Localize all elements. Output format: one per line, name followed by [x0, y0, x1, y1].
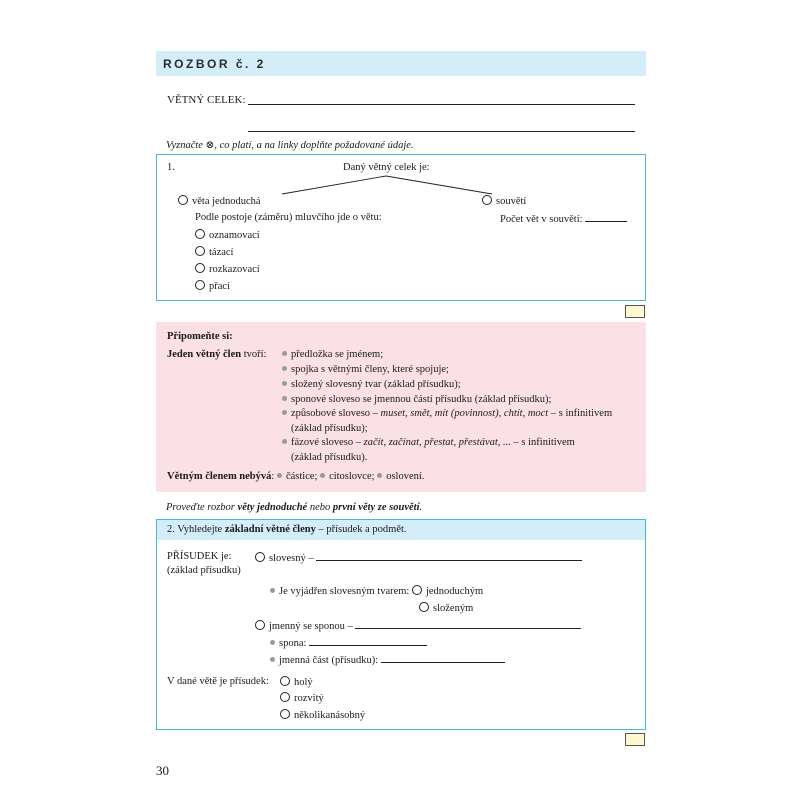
kind-option[interactable]: několikanásobný	[280, 709, 365, 721]
vetny-celek-line-1[interactable]	[248, 104, 635, 105]
remember-item-continuation: (základ přísudku);	[291, 423, 368, 434]
kind-option[interactable]: rozvitý	[280, 692, 324, 704]
jmenny-line[interactable]	[355, 619, 581, 629]
bullet-icon	[282, 396, 287, 401]
option-slozenym[interactable]: složeným	[419, 602, 473, 614]
v-dane-vete-label: V dané větě je přísudek:	[167, 676, 269, 687]
spona-blank[interactable]	[309, 636, 427, 646]
bullet-icon	[282, 439, 287, 444]
instruction-1: Vyznačte ⊗, co platí, a na linky doplňte požadované údaje.	[166, 140, 414, 151]
bullet-icon	[282, 351, 287, 356]
not-member-line: Větným členem nebývá: částice; citoslovce; oslovení.	[167, 471, 425, 482]
remember-item: sponové sloveso se jmennou částí přísudku (základ přísudku);	[282, 394, 551, 405]
radio-circle-icon[interactable]	[195, 280, 205, 290]
score-box-1[interactable]	[625, 305, 645, 318]
remember-item: fázové sloveso – začít, začínat, přestat, přestávat, ... – s infinitivem	[282, 437, 575, 448]
prisudek-label: PŘÍSUDEK je:	[167, 551, 232, 562]
bullet-icon	[282, 366, 287, 371]
vetny-celek-label: VĚTNÝ CELEK:	[167, 94, 246, 106]
bullet-icon	[282, 410, 287, 415]
radio-circle-icon[interactable]	[419, 602, 429, 612]
type-option[interactable]: oznamovací	[195, 229, 260, 241]
spona-line: spona:	[270, 636, 427, 649]
option-veta-jednoducha[interactable]: věta jednoduchá	[178, 195, 261, 207]
branch-lines	[270, 174, 500, 196]
type-option[interactable]: přací	[195, 280, 230, 292]
remember-item: spojka s větnými členy, které spojuje;	[282, 364, 449, 375]
section-1-number: 1.	[167, 162, 175, 173]
kind-option[interactable]: holý	[280, 676, 313, 688]
radio-circle-icon[interactable]	[178, 195, 188, 205]
radio-circle-icon[interactable]	[195, 263, 205, 273]
jmenna-cast-line: jmenná část (přísudku):	[270, 653, 505, 666]
radio-circle-icon[interactable]	[280, 676, 290, 686]
remember-lead: Jeden větný člen tvoří:	[167, 349, 267, 360]
bullet-icon	[270, 588, 275, 593]
prisudek-sublabel: (základ přísudku)	[167, 565, 241, 576]
bullet-icon	[282, 381, 287, 386]
count-line[interactable]	[585, 212, 627, 222]
jmenna-cast-blank[interactable]	[381, 653, 505, 663]
bullet-icon	[377, 473, 382, 478]
score-box-2[interactable]	[625, 733, 645, 746]
bullet-icon	[270, 640, 275, 645]
remember-item: složený slovesný tvar (základ přísudku);	[282, 379, 461, 390]
slovesny-line[interactable]	[316, 551, 582, 561]
section-1-subquestion: Podle postoje (záměru) mluvčího jde o větu:	[195, 212, 382, 223]
vyjadren-line: Je vyjádřen slovesným tvarem: jednoduchým	[270, 585, 483, 597]
remember-item: předložka se jménem;	[282, 349, 383, 360]
page-number: 30	[156, 763, 169, 778]
type-option[interactable]: tázací	[195, 246, 233, 258]
radio-circle-icon[interactable]	[280, 692, 290, 702]
bullet-icon	[277, 473, 282, 478]
section-1-question: Daný větný celek je:	[343, 162, 430, 173]
remember-item-continuation: (základ přísudku).	[291, 452, 368, 463]
radio-circle-icon[interactable]	[255, 620, 265, 630]
bullet-icon	[270, 657, 275, 662]
instruction-2: Proveďte rozbor věty jednoduché nebo první věty ze souvětí.	[166, 502, 423, 513]
type-option[interactable]: rozkazovací	[195, 263, 260, 275]
option-jmenny[interactable]: jmenný se sponou –	[255, 619, 581, 632]
bullet-icon	[320, 473, 325, 478]
radio-circle-icon[interactable]	[482, 195, 492, 205]
remember-title: Připomeňte si:	[167, 331, 233, 342]
section-2-heading: 2. Vyhledejte základní větné členy – přísudek a podmět.	[167, 524, 407, 535]
radio-circle-icon[interactable]	[255, 552, 265, 562]
option-slovesny[interactable]: slovesný –	[255, 551, 582, 564]
radio-circle-icon[interactable]	[195, 246, 205, 256]
count-label: Počet vět v souvětí:	[500, 212, 627, 225]
vetny-celek-line-2[interactable]	[248, 131, 635, 132]
radio-circle-icon[interactable]	[412, 585, 422, 595]
radio-circle-icon[interactable]	[280, 709, 290, 719]
remember-item: způsobové sloveso – muset, smět, mít (povinnost), chtít, moct – s infinitivem	[282, 408, 612, 419]
radio-circle-icon[interactable]	[195, 229, 205, 239]
page-title: ROZBOR č. 2	[163, 57, 266, 71]
remember-box	[156, 322, 646, 492]
option-souveti[interactable]: souvětí	[482, 195, 526, 207]
